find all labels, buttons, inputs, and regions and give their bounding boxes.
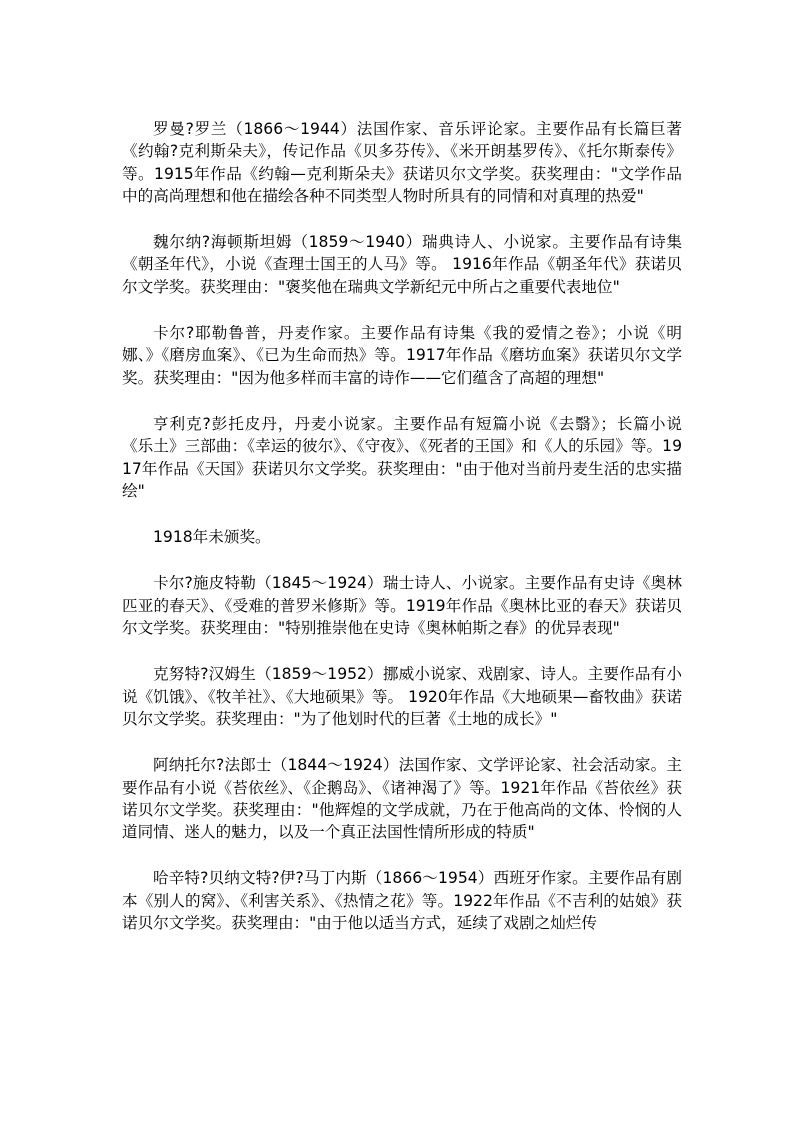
document-page [122,118,682,958]
paragraph-spitteler: 卡尔?施皮特勒（1845～1924）瑞士诗人、小说家。主要作品有史诗《奥林匹亚的春天》、《受难的普罗米修斯》等。1919年作品《奥林比亚的春天》获诺贝尔文学奖。获奖理由："特别推崇他在史诗《奥林帕斯之春》的优异表现" [122,574,682,638]
paragraph-anatole-france: 阿纳托尔?法郎士（1844～1924）法国作家、文学评论家、社会活动家。主要作品有小说《苔依丝》、《企鹅岛》、《诸神渴了》等。1921年作品《苔依丝》获诺贝尔文学奖。获奖理由："他辉煌的文学成就，乃在于他高尚的文体、怜悯的人道同情、迷人的魅力，以及一个真正法国性情所形成的特质" [122,756,682,842]
paragraph-benavente: 哈辛特?贝纳文特?伊?马丁内斯（1866～1954）西班牙作家。主要作品有剧本《别人的窝》、《利害关系》、《热情之花》等。1922年作品《不吉利的姑娘》获诺贝尔文学奖。获奖理由："由于他以适当方式，延续了戏剧之灿烂传 [122,869,682,933]
paragraph-heidenstam: 魏尔纳?海顿斯坦姆（1859～1940）瑞典诗人、小说家。主要作品有诗集《朝圣年代》，小说《查理士国王的人马》等。 1916年作品《朝圣年代》获诺贝尔文学奖。获奖理由："褒奖他在瑞典文学新纪元中所占之重要代表地位" [122,233,682,296]
paragraph-romain-rolland: 罗曼?罗兰（1866～1944）法国作家、音乐评论家。主要作品有长篇巨著《约翰?克利斯朵夫》，传记作品《贝多芬传》、《米开朗基罗传》、《托尔斯泰传》等。1915年作品《约翰—克利斯朵夫》获诺贝尔文学奖。获奖理由："文学作品中的高尚理想和他在描绘各种不同类型人物时所具有的同情和对真理的热爱" [122,120,682,205]
paragraph-pontoppidan: 亨利克?彭托皮丹，丹麦小说家。主要作品有短篇小说《去翳》；长篇小说《乐土》三部曲：《幸运的彼尔》、《守夜》、《死者的王国》和《人的乐园》等。1917年作品《天国》获诺贝尔文学奖。获奖理由："由于他对当前丹麦生活的忠实描绘" [122,414,682,500]
paragraph-gjellerup: 卡尔?耶勒鲁普，丹麦作家。主要作品有诗集《我的爱情之卷》；小说《明娜、》《磨房血案》、《已为生命而热》等。1917年作品《磨坊血案》获诺贝尔文学奖。获奖理由："因为他多样而丰富的诗作——它们蕴含了高超的理想" [122,324,682,387]
paragraph-hamsun: 克努特?汉姆生（1859～1952）挪威小说家、戏剧家、诗人。主要作品有小说《饥饿》、《牧羊社》、《大地硕果》等。 1920年作品《大地硕果—畜牧曲》获诺贝尔文学奖。获奖理由："为了他划时代的巨著《土地的成长》" [122,665,682,728]
paragraph-1918-no-award: 1918年未颁奖。 [153,528,271,547]
